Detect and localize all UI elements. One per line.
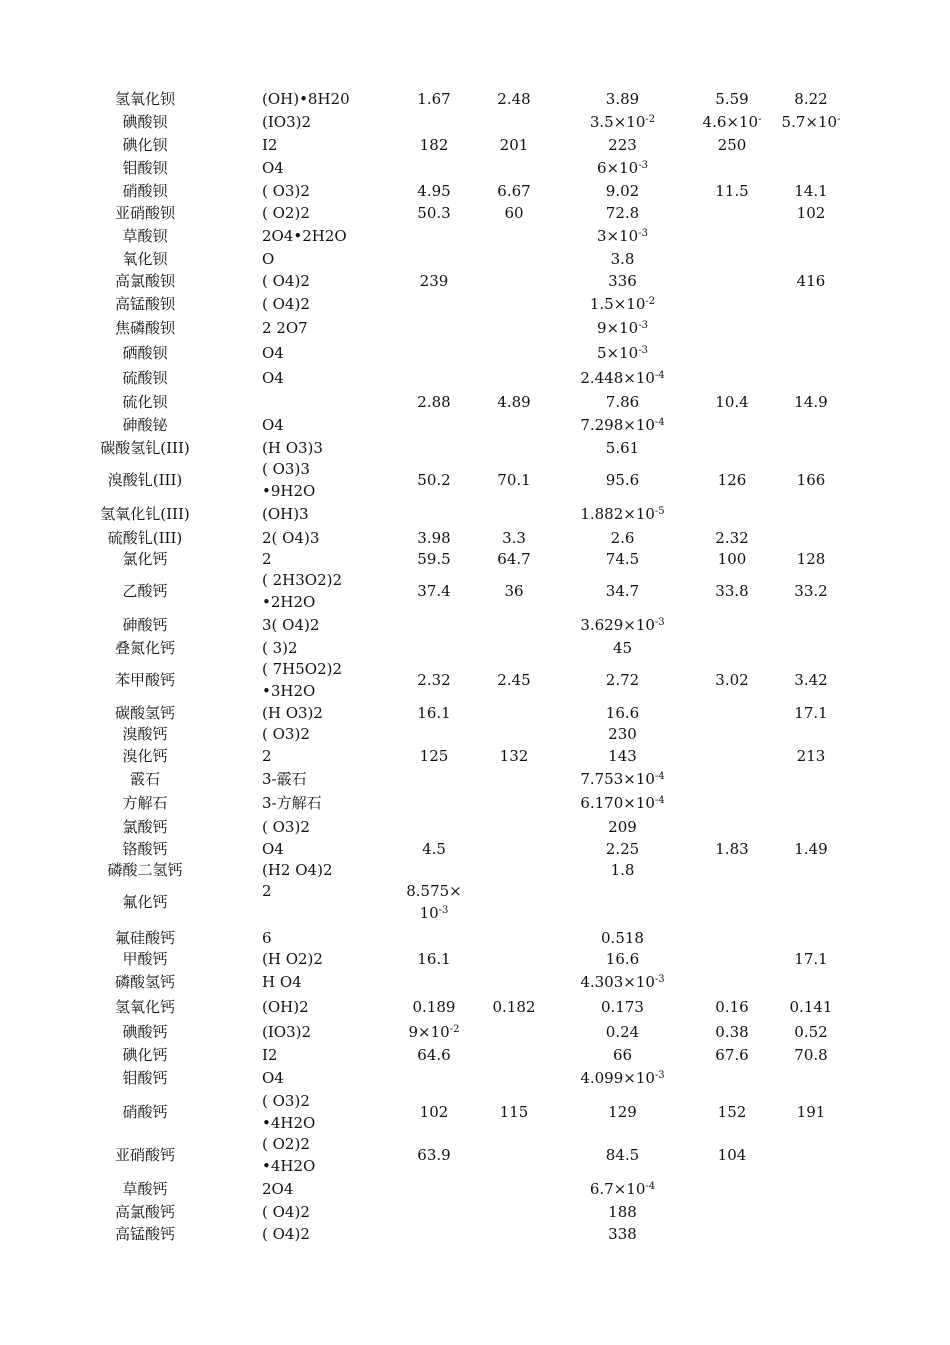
compound-name: 硫酸钆(III) xyxy=(107,529,183,547)
value-cell: 201 xyxy=(499,136,529,154)
value-cell: $9\times 10^{-2}$ xyxy=(408,1023,460,1041)
value-cell: 166 xyxy=(796,471,826,489)
value-cell: 223 xyxy=(608,136,637,154)
formula-cell: H O4 xyxy=(262,973,302,991)
value-cell: 126 xyxy=(717,471,747,489)
value-cell: $4.303\times 10^{-3}$ xyxy=(580,973,665,991)
value-cell: 132 xyxy=(499,747,529,765)
value-cell: 191 xyxy=(796,1103,826,1121)
value-cell: 64.6 xyxy=(417,1046,451,1064)
value-cell: 67.6 xyxy=(715,1046,749,1064)
value-cell: 2.45 xyxy=(497,671,531,689)
value-cell: 4.5 xyxy=(422,840,446,858)
formula-cell: (IO3)2 xyxy=(262,1023,312,1041)
value-cell: 17.1 xyxy=(794,704,828,722)
value-cell: 9.02 xyxy=(605,182,640,200)
compound-name: 氢氧化钆(III) xyxy=(100,505,190,523)
compound-name: 钼酸钙 xyxy=(122,1069,168,1087)
value-cell: $4.099\times 10^{-3}$ xyxy=(580,1069,665,1087)
value-cell: 3.89 xyxy=(605,90,640,108)
value-cell: 70.8 xyxy=(794,1046,828,1064)
value-cell: $5\times 10^{-3}$ xyxy=(597,344,648,362)
value-cell: 95.6 xyxy=(605,471,640,489)
value-cell: 4.95 xyxy=(417,182,451,200)
formula-cell: 2O4 xyxy=(262,1180,294,1198)
formula-cell: (OH)3 xyxy=(262,505,309,523)
value-cell: 2.6 xyxy=(610,529,635,547)
value-cell: 36 xyxy=(504,582,524,600)
formula-cell: O4 xyxy=(262,344,284,362)
value-cell: 0.24 xyxy=(605,1023,640,1041)
formula-cell: 2 2O7 xyxy=(262,319,308,337)
formula-cell: ( O4)2 xyxy=(262,1225,310,1243)
value-cell: 16.1 xyxy=(417,950,451,968)
value-cell: 0.189 xyxy=(412,998,456,1016)
value-cell: 14.1 xyxy=(794,182,828,200)
formula-cell: 2O4•2H2O xyxy=(262,227,347,245)
value-cell: $2.448\times 10^{-4}$ xyxy=(580,369,665,387)
compound-name: 硒酸钡 xyxy=(122,344,168,362)
value-cell: 102 xyxy=(796,204,826,222)
value-cell: 209 xyxy=(608,818,637,836)
formula-cell: O xyxy=(262,250,275,268)
compound-name: 碳酸氢钙 xyxy=(114,704,175,722)
value-cell: 1.8 xyxy=(610,861,635,879)
compound-name: 高氯酸钙 xyxy=(114,1203,175,1221)
value-cell: $7.298\times 10^{-4}$ xyxy=(580,416,665,434)
value-cell: 416 xyxy=(796,272,826,290)
formula-cell: O4 xyxy=(262,1069,284,1087)
value-cell: 0.182 xyxy=(492,998,536,1016)
compound-name: 氧化钡 xyxy=(122,250,168,268)
formula-cell: ( O4)2 xyxy=(262,272,310,290)
value-cell: 0.52 xyxy=(794,1023,828,1041)
compound-name: 磷酸二氢钙 xyxy=(107,861,183,879)
formula-cell: (H O2)2 xyxy=(262,950,323,968)
value-cell: 0.173 xyxy=(601,998,644,1016)
compound-name: 甲酸钙 xyxy=(122,950,168,968)
value-cell: 3.3 xyxy=(502,529,526,547)
formula-cell: ( O2)2 xyxy=(262,204,310,222)
formula-cell: ( O4)2 xyxy=(262,1203,310,1221)
value-cell: 0.141 xyxy=(789,998,833,1016)
formula-cell: (OH)•8H20 xyxy=(262,90,350,108)
compound-name: 高锰酸钡 xyxy=(114,295,175,313)
value-cell: 84.5 xyxy=(605,1146,640,1164)
compound-name: 铬酸钙 xyxy=(122,840,168,858)
value-cell: 16.6 xyxy=(605,704,640,722)
compound-name: 碘化钙 xyxy=(122,1046,168,1064)
compound-name: 硝酸钙 xyxy=(122,1103,168,1121)
compound-name: 方解石 xyxy=(122,794,168,812)
compound-name: 亚硝酸钡 xyxy=(114,204,175,222)
value-cell: 4.6×10- xyxy=(702,113,762,131)
value-cell: $9\times 10^{-3}$ xyxy=(597,319,648,337)
value-cell: 3.8 xyxy=(610,250,635,268)
value-cell: 5.61 xyxy=(605,439,640,457)
value-cell: $6\times 10^{-3}$ xyxy=(597,159,648,177)
compound-name: 叠氮化钙 xyxy=(114,639,175,657)
value-cell: 16.6 xyxy=(605,950,640,968)
value-cell: 59.5 xyxy=(417,550,451,568)
value-cell: 50.3 xyxy=(417,204,451,222)
formula-cell: O4 xyxy=(262,369,284,387)
formula-cell: ( O3)2 xyxy=(262,818,310,836)
value-cell: 45 xyxy=(612,639,633,657)
value-cell: 2.25 xyxy=(605,840,640,858)
compound-name: 碘化钡 xyxy=(122,136,168,154)
value-cell: 4.89 xyxy=(497,393,531,411)
compound-name: 苯甲酸钙 xyxy=(114,671,175,689)
compound-name: 硝酸钡 xyxy=(122,182,168,200)
formula-cell: 2 xyxy=(262,747,272,765)
compound-name: 溴酸钙 xyxy=(122,725,168,743)
value-cell: 37.4 xyxy=(417,582,451,600)
compound-name: 氢氧化钡 xyxy=(114,90,175,108)
value-cell: 14.9 xyxy=(794,393,828,411)
compound-name: 砷酸钙 xyxy=(122,616,168,634)
value-cell: 11.5 xyxy=(715,182,749,200)
compound-name: 草酸钡 xyxy=(122,227,168,245)
compound-name: 硫酸钡 xyxy=(122,369,168,387)
value-cell: 188 xyxy=(608,1203,637,1221)
compound-name: 焦磷酸钡 xyxy=(114,319,175,337)
value-cell: 2.48 xyxy=(497,90,531,108)
formula-cell: O4 xyxy=(262,159,284,177)
value-cell: 338 xyxy=(608,1225,637,1243)
value-cell: 115 xyxy=(499,1103,529,1121)
value-cell: 336 xyxy=(608,272,637,290)
compound-name: 氟硅酸钙 xyxy=(114,929,175,947)
value-cell: $3.5\times 10^{-2}$ xyxy=(589,113,656,131)
value-cell: 129 xyxy=(608,1103,637,1121)
value-cell: 128 xyxy=(796,550,826,568)
value-cell: 8.575× $10^{-3}$ xyxy=(406,882,462,922)
formula-cell: (IO3)2 xyxy=(262,113,312,131)
value-cell: $1.882\times 10^{-5}$ xyxy=(580,505,665,523)
compound-name: 碘酸钡 xyxy=(122,113,168,131)
value-cell: $6.170\times 10^{-4}$ xyxy=(580,794,665,812)
formula-cell: (OH)2 xyxy=(262,998,309,1016)
compound-name: 硫化钡 xyxy=(122,393,168,411)
compound-name: 砷酸铋 xyxy=(122,416,168,434)
compound-name: 氢氧化钙 xyxy=(114,998,175,1016)
value-cell: 1.49 xyxy=(794,840,828,858)
formula-cell: ( O3)2 xyxy=(262,725,310,743)
compound-name: 高锰酸钙 xyxy=(114,1225,175,1243)
value-cell: 100 xyxy=(717,550,747,568)
value-cell: 64.7 xyxy=(497,550,531,568)
formula-cell: I2 xyxy=(262,136,278,154)
value-cell: 74.5 xyxy=(605,550,640,568)
compound-name: 霰石 xyxy=(129,770,160,788)
formula-cell: 3-方解石 xyxy=(262,794,322,812)
value-cell: 152 xyxy=(717,1103,747,1121)
formula-cell: O4 xyxy=(262,840,284,858)
value-cell: 2.88 xyxy=(417,393,451,411)
value-cell: 5.59 xyxy=(715,90,749,108)
value-cell: 60 xyxy=(504,204,524,222)
compound-name: 碘酸钙 xyxy=(122,1023,168,1041)
value-cell: 182 xyxy=(419,136,449,154)
value-cell: 3.42 xyxy=(794,671,828,689)
formula-cell: (H O3)3 xyxy=(262,439,323,457)
formula-cell: 3( O4)2 xyxy=(262,616,320,634)
formula-cell: 2( O4)3 xyxy=(262,529,320,547)
compound-name: 磷酸氢钙 xyxy=(114,973,175,991)
formula-cell: ( 3)2 xyxy=(262,639,298,657)
formula-cell: 2 xyxy=(262,550,272,568)
value-cell: 34.7 xyxy=(605,582,640,600)
value-cell: 213 xyxy=(796,747,826,765)
value-cell: $3\times 10^{-3}$ xyxy=(597,227,648,245)
formula-cell: ( O4)2 xyxy=(262,295,310,313)
value-cell: 33.2 xyxy=(794,582,828,600)
value-cell: $6.7\times 10^{-4}$ xyxy=(589,1180,656,1198)
value-cell: 104 xyxy=(717,1146,747,1164)
value-cell: 3.98 xyxy=(417,529,451,547)
value-cell: $1.5\times 10^{-2}$ xyxy=(589,295,656,313)
value-cell: 2.32 xyxy=(417,671,451,689)
value-cell: 72.8 xyxy=(605,204,640,222)
value-cell: 2.72 xyxy=(605,671,640,689)
value-cell: 50.2 xyxy=(417,471,451,489)
compound-name: 氟化钙 xyxy=(122,893,168,911)
value-cell: 70.1 xyxy=(497,471,531,489)
value-cell: 6.67 xyxy=(497,182,531,200)
value-cell: 125 xyxy=(419,747,449,765)
value-cell: 143 xyxy=(608,747,637,765)
value-cell: $7.753\times 10^{-4}$ xyxy=(580,770,665,788)
compound-name: 钼酸钡 xyxy=(122,159,168,177)
formula-cell: (H O3)2 xyxy=(262,704,323,722)
compound-name: 溴酸钆(III) xyxy=(107,471,183,489)
value-cell: 230 xyxy=(608,725,637,743)
value-cell: 1.67 xyxy=(417,90,451,108)
compound-name: 亚硝酸钙 xyxy=(114,1146,175,1164)
value-cell: 102 xyxy=(419,1103,449,1121)
compound-name: 溴化钙 xyxy=(122,747,168,765)
value-cell: 250 xyxy=(717,136,747,154)
value-cell: 3.02 xyxy=(715,671,749,689)
compound-name: 高氯酸钡 xyxy=(114,272,175,290)
formula-cell: ( O3)3 •9H2O xyxy=(262,460,316,500)
formula-cell: ( O3)2 xyxy=(262,182,310,200)
value-cell: 0.518 xyxy=(601,929,644,947)
value-cell: 5.7×10- xyxy=(781,113,841,131)
value-cell: 8.22 xyxy=(794,90,828,108)
formula-cell: ( 2H3O2)2 •2H2O xyxy=(262,571,343,611)
value-cell: 0.16 xyxy=(715,998,749,1016)
formula-cell: I2 xyxy=(262,1046,278,1064)
formula-cell: 3-霰石 xyxy=(262,770,307,788)
compound-name: 碳酸氢钆(III) xyxy=(100,439,190,457)
compound-name: 草酸钙 xyxy=(122,1180,168,1198)
value-cell: $3.629\times 10^{-3}$ xyxy=(580,616,665,634)
value-cell: 16.1 xyxy=(417,704,451,722)
value-cell: 0.38 xyxy=(715,1023,749,1041)
formula-cell: 6 xyxy=(262,929,272,947)
value-cell: 1.83 xyxy=(715,840,749,858)
value-cell: 7.86 xyxy=(605,393,640,411)
formula-cell: (H2 O4)2 xyxy=(262,861,333,879)
compound-name: 氯化钙 xyxy=(122,550,168,568)
compound-name: 乙酸钙 xyxy=(122,582,168,600)
compound-name: 氯酸钙 xyxy=(122,818,168,836)
formula-cell: ( O3)2 •4H2O xyxy=(262,1092,316,1132)
value-cell: 66 xyxy=(612,1046,633,1064)
value-cell: 2.32 xyxy=(715,529,749,547)
formula-cell: ( O2)2 •4H2O xyxy=(262,1135,316,1175)
formula-cell: 2 xyxy=(262,882,272,900)
value-cell: 17.1 xyxy=(794,950,828,968)
value-cell: 33.8 xyxy=(715,582,749,600)
value-cell: 239 xyxy=(419,272,449,290)
formula-cell xyxy=(262,391,412,413)
formula-cell: O4 xyxy=(262,416,284,434)
formula-cell: ( 7H5O2)2 •3H2O xyxy=(262,660,343,700)
value-cell: 10.4 xyxy=(715,393,749,411)
value-cell: 63.9 xyxy=(417,1146,451,1164)
